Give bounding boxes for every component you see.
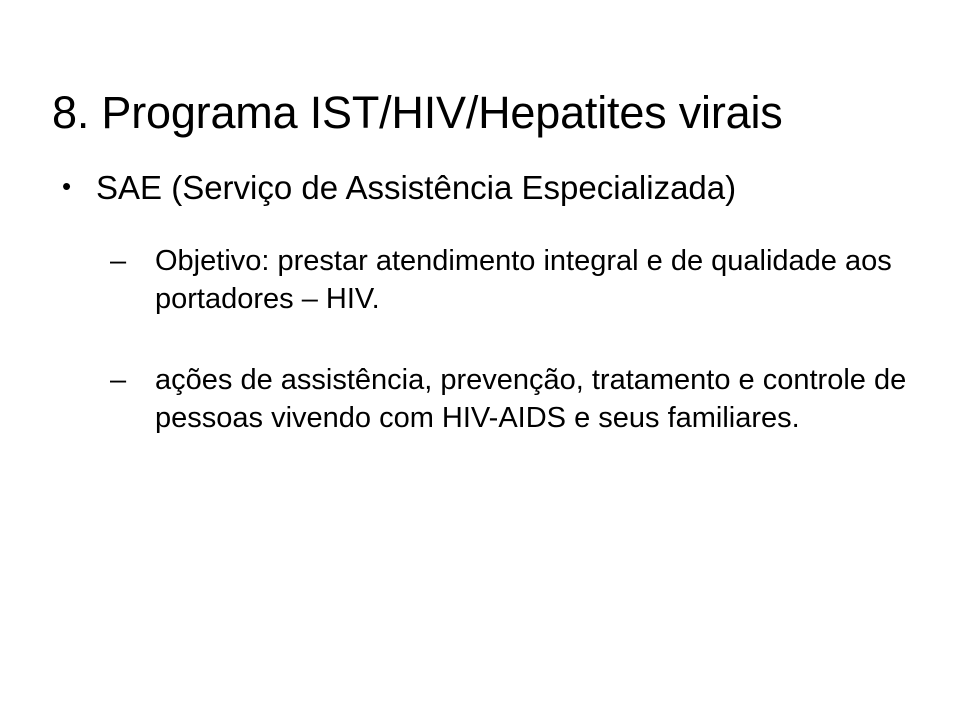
list-item-label: ações de assistência, prevenção, tratamento e controle de pessoas vivendo com HIV-AIDS e seus familiares. xyxy=(155,363,907,435)
page-title: 8. Programa IST/HIV/Hepatites virais xyxy=(52,87,783,139)
bullet-icon: • xyxy=(62,171,72,201)
list-item xyxy=(52,242,932,319)
dash-bullet-icon: – xyxy=(110,363,127,396)
list-item xyxy=(52,168,932,208)
list-item xyxy=(52,361,932,438)
slide-body xyxy=(52,168,932,438)
list-item-label: Objetivo: prestar atendimento integral e de qualidade aos portadores – HIV. xyxy=(155,244,892,316)
dash-bullet-icon: – xyxy=(110,244,127,277)
list-item-label: SAE (Serviço de Assistência Especializada) xyxy=(96,169,737,206)
